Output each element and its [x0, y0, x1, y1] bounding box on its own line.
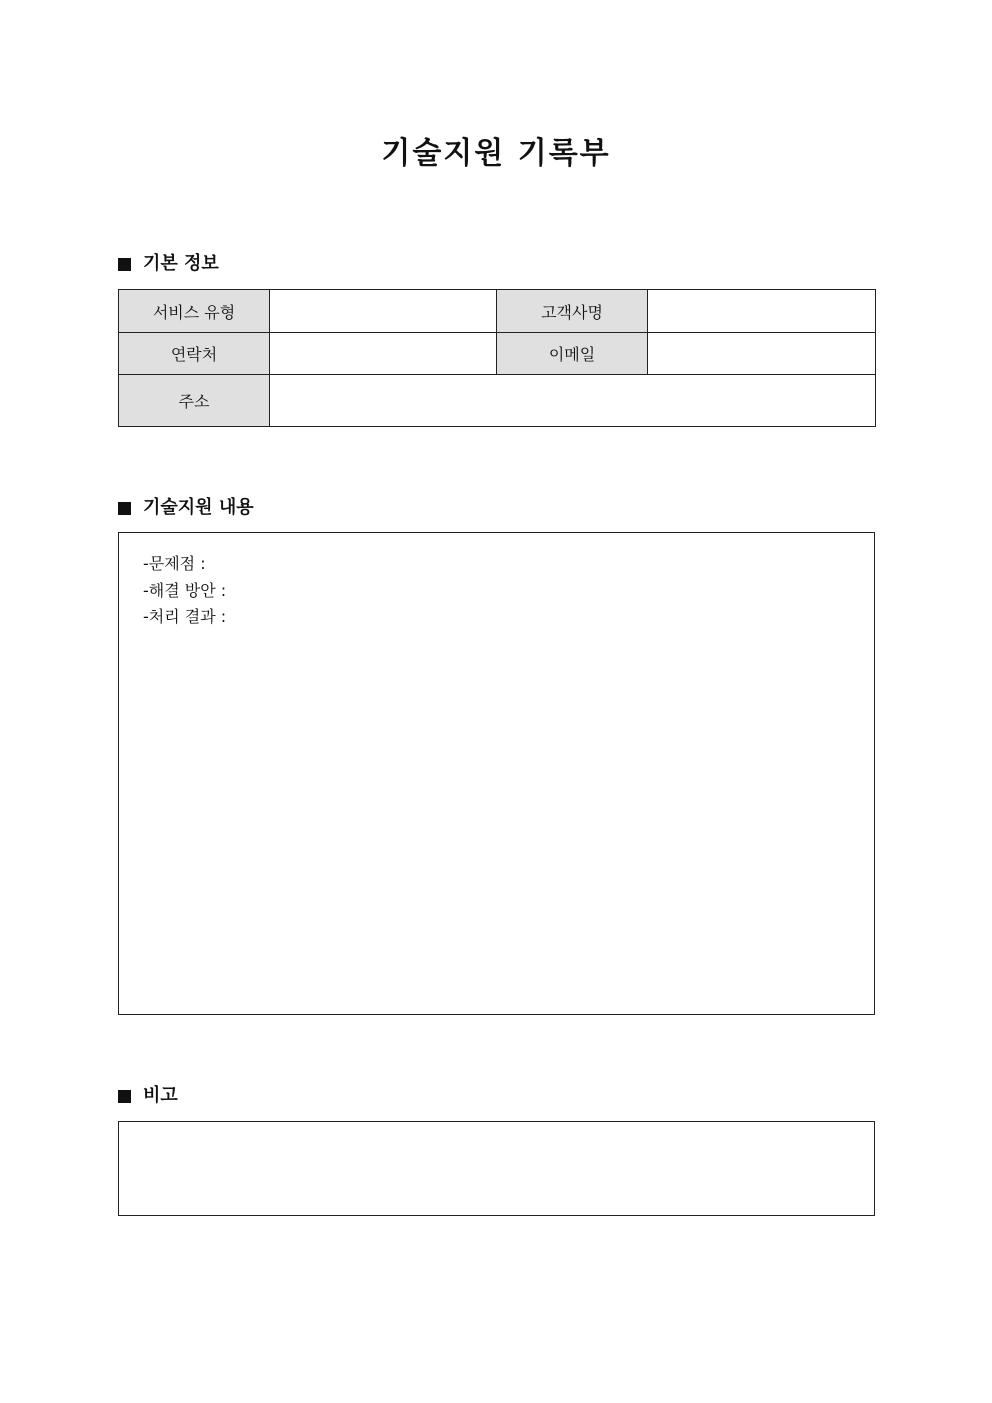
black-square-icon	[118, 1090, 131, 1103]
section-heading-basic-info	[118, 251, 219, 277]
table-row	[119, 375, 876, 427]
basic-info-table	[118, 289, 876, 427]
contact-field[interactable]	[270, 333, 497, 375]
section-heading-label: 기술지원 내용	[143, 497, 254, 518]
email-field[interactable]	[648, 333, 876, 375]
service-type-label: 서비스 유형	[119, 290, 270, 333]
result-line: -처리 결과 :	[143, 607, 227, 626]
contact-label: 연락처	[119, 333, 270, 375]
black-square-icon	[118, 258, 131, 271]
service-type-field[interactable]	[270, 290, 497, 333]
black-square-icon	[118, 502, 131, 515]
section-heading-label: 기본 정보	[143, 253, 219, 274]
table-row	[119, 290, 876, 333]
section-heading-remarks	[118, 1083, 178, 1109]
page-title: 기술지원 기록부	[381, 136, 611, 171]
support-content-box[interactable]	[118, 532, 875, 1015]
remarks-box[interactable]	[118, 1121, 875, 1216]
email-label: 이메일	[497, 333, 648, 375]
address-field[interactable]	[270, 375, 876, 427]
table-row	[119, 333, 876, 375]
customer-name-label: 고객사명	[497, 290, 648, 333]
section-heading-support-content	[118, 495, 254, 521]
solution-line: -해결 방안 :	[143, 580, 227, 600]
support-content-lines	[143, 551, 226, 631]
address-label: 주소	[119, 375, 270, 427]
customer-name-field[interactable]	[648, 290, 876, 333]
problem-line: -문제점 :	[143, 554, 206, 573]
section-heading-label: 비고	[143, 1085, 178, 1106]
